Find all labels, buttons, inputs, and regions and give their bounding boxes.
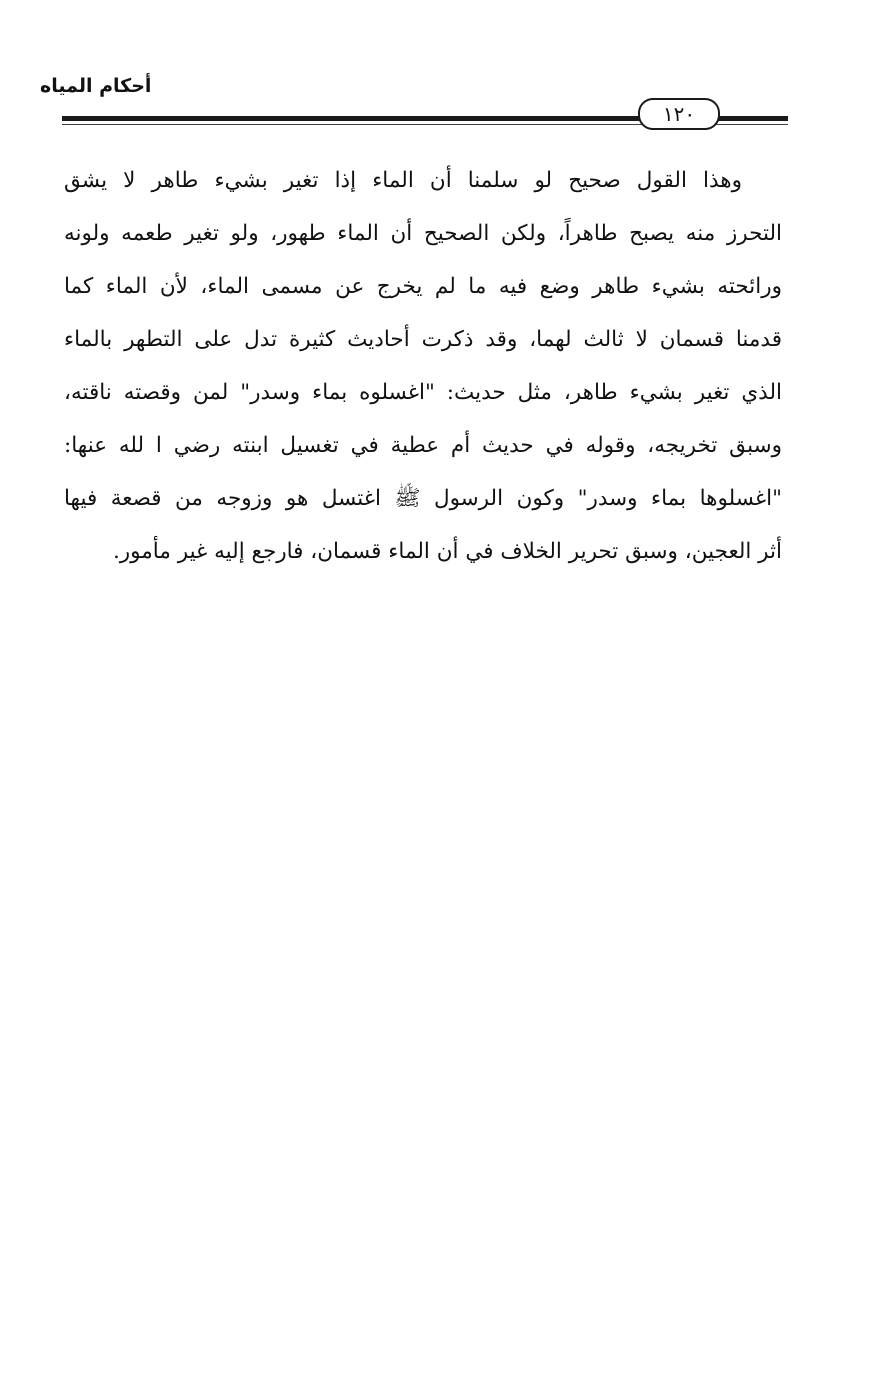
text-line: الذي تغير بشيء طاهر، مثل حديث: "اغسلوه بماء وسدر" لمن وقصته ناقته،	[64, 380, 782, 405]
text-line: وسبق تخريجه، وقوله في حديث أم عطية في تغسيل ابنته رضي ا لله عنها:	[64, 433, 782, 458]
text-line: أثر العجين، وسبق تحرير الخلاف في أن الماء قسمان، فارجع إليه غير مأمور.	[112, 539, 782, 564]
body-paragraph	[64, 154, 782, 578]
text-line: قدمنا قسمان لا ثالث لهما، وقد ذكرت أحاديث كثيرة تدل على التطهر بالماء	[64, 327, 782, 352]
text-line: التحرز منه يصبح طاهراً، ولكن الصحيح أن الماء طهور، ولو تغير طعمه ولونه	[64, 221, 782, 246]
text-line: ورائحته بشيء طاهر وضع فيه ما لم يخرج عن مسمى الماء، لأن الماء كما	[64, 274, 782, 299]
page-number: ١٢٠	[638, 98, 720, 130]
text-line: وهذا القول صحيح لو سلمنا أن الماء إذا تغير بشيء طاهر لا يشق	[64, 168, 742, 193]
running-title: أحكام المياه	[40, 75, 152, 97]
text-line: "اغسلوها بماء وسدر" وكون الرسول ﷺ اغتسل هو وزوجه من قصعة فيها	[64, 486, 782, 511]
